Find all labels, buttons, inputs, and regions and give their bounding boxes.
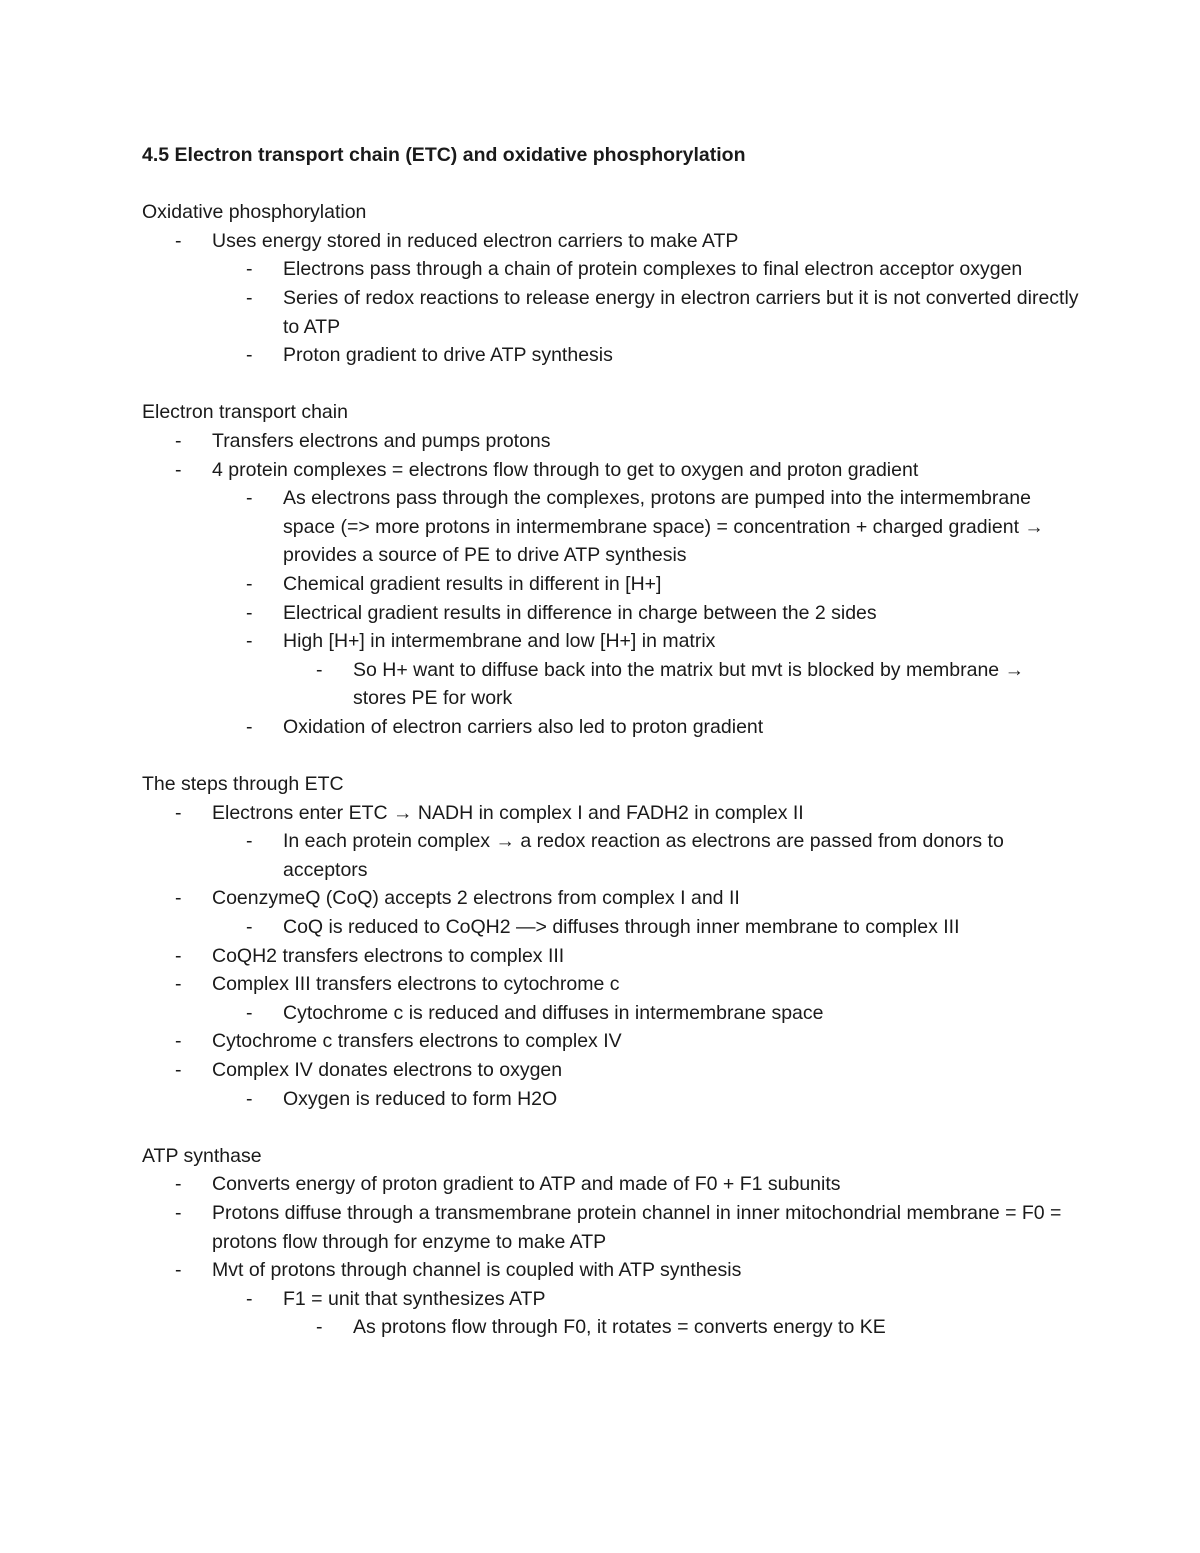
list-item-text: F1 = unit that synthesizes ATP	[283, 1287, 546, 1310]
list-item	[142, 427, 1082, 456]
bullet-dash-icon: -	[246, 487, 253, 510]
list-item-text: Complex III transfers electrons to cytochrome c	[212, 973, 620, 996]
bullet-dash-icon: -	[175, 1173, 182, 1196]
list-item-text: Series of redox reactions to release energy in electron carriers but it is not converted directly to ATP	[283, 286, 1079, 338]
section-heading: ATP synthase	[142, 1144, 262, 1167]
bullet-dash-icon: -	[175, 944, 182, 967]
bullet-dash-icon: -	[175, 1030, 182, 1053]
bullet-dash-icon: -	[175, 458, 182, 481]
bullet-dash-icon: -	[175, 801, 182, 824]
list-item-text: Electrical gradient results in difference in charge between the 2 sides	[283, 601, 877, 624]
list-item-text: Protons diffuse through a transmembrane protein channel in inner mitochondrial membrane = F0 = protons flow through for enzyme to make ATP	[212, 1201, 1062, 1253]
bullet-list	[142, 799, 1082, 1114]
bullet-dash-icon: -	[246, 286, 253, 309]
bullet-dash-icon: -	[175, 1259, 182, 1282]
list-item	[142, 1256, 1082, 1285]
bullet-dash-icon: -	[316, 658, 323, 681]
list-item-text: Chemical gradient results in different in [H+]	[283, 572, 662, 595]
bullet-dash-icon: -	[246, 715, 253, 738]
document-body	[142, 198, 1082, 1342]
section	[142, 198, 1082, 370]
list-item	[142, 627, 1082, 656]
list-item-text: CoenzymeQ (CoQ) accepts 2 electrons from complex I and II	[212, 887, 740, 910]
list-item	[142, 1027, 1082, 1056]
list-item-text: In each protein complex → a redox reaction as electrons are passed from donors to acceptors	[283, 830, 1004, 881]
list-item-text: Electrons enter ETC → NADH in complex I and FADH2 in complex II	[212, 801, 804, 824]
section-heading: Electron transport chain	[142, 401, 348, 424]
list-item-text: CoQH2 transfers electrons to complex III	[212, 944, 565, 967]
bullet-dash-icon: -	[246, 630, 253, 653]
bullet-dash-icon: -	[175, 1201, 182, 1224]
list-item-text: Oxygen is reduced to form H2O	[283, 1087, 558, 1110]
bullet-dash-icon: -	[175, 887, 182, 910]
bullet-dash-icon: -	[175, 1059, 182, 1081]
list-item-text: Mvt of protons through channel is coupled with ATP synthesis	[212, 1259, 742, 1282]
document-page	[142, 141, 1082, 1342]
bullet-dash-icon: -	[175, 429, 182, 452]
bullet-dash-icon: -	[175, 973, 182, 996]
list-item	[142, 1056, 1082, 1085]
bullet-dash-icon: -	[246, 830, 253, 853]
bullet-dash-icon: -	[246, 601, 253, 624]
list-item	[142, 942, 1082, 971]
document-title: 4.5 Electron transport chain (ETC) and oxidative phosphorylation	[142, 144, 746, 166]
list-item-text: High [H+] in intermembrane and low [H+] in matrix	[283, 630, 716, 653]
list-item-text: Transfers electrons and pumps protons	[212, 429, 551, 452]
list-item	[142, 255, 1082, 284]
list-item	[142, 341, 1082, 370]
list-item	[142, 799, 1082, 828]
list-item	[142, 999, 1082, 1028]
list-item	[142, 713, 1082, 742]
list-item-text: 4 protein complexes = electrons flow through to get to oxygen and proton gradient	[212, 458, 919, 481]
bullet-list	[142, 227, 1082, 370]
bullet-dash-icon: -	[246, 916, 253, 939]
list-item	[142, 1199, 1082, 1256]
section-heading: Oxidative phosphorylation	[142, 201, 367, 224]
list-item-text: As protons flow through F0, it rotates = converts energy to KE	[353, 1316, 886, 1339]
list-item	[142, 227, 1082, 256]
section	[142, 770, 1082, 1113]
list-item	[142, 484, 1082, 570]
list-item	[142, 1313, 1082, 1342]
list-item	[142, 570, 1082, 599]
list-item-text: Proton gradient to drive ATP synthesis	[283, 344, 613, 367]
list-item	[142, 827, 1082, 884]
bullet-dash-icon: -	[246, 1001, 253, 1024]
list-item	[142, 1285, 1082, 1314]
list-item-text: Uses energy stored in reduced electron carriers to make ATP	[212, 229, 739, 252]
list-item	[142, 1085, 1082, 1114]
bullet-dash-icon: -	[246, 572, 253, 595]
list-item	[142, 456, 1082, 485]
list-item	[142, 884, 1082, 913]
bullet-dash-icon: -	[175, 229, 182, 252]
bullet-dash-icon: -	[246, 258, 253, 281]
bullet-dash-icon: -	[246, 1087, 253, 1110]
list-item	[142, 599, 1082, 628]
section	[142, 398, 1082, 741]
section-heading: The steps through ETC	[142, 773, 344, 796]
list-item-text: Oxidation of electron carriers also led to proton gradient	[283, 715, 764, 738]
list-item	[142, 656, 1082, 713]
list-item-text: So H+ want to diffuse back into the matrix but mvt is blocked by membrane → stores PE for work	[353, 658, 1025, 710]
list-item-text: Complex IV donates electrons to oxygen	[212, 1059, 563, 1081]
list-item-text: CoQ is reduced to CoQH2 —> diffuses through inner membrane to complex III	[283, 916, 960, 939]
section	[142, 1142, 1082, 1342]
list-item-text: As electrons pass through the complexes, protons are pumped into the intermembrane space (=> more protons in intermembrane space) = concentration + charged gradient → provides a source of PE to drive ATP synthesis	[283, 487, 1044, 567]
list-item	[142, 284, 1082, 341]
bullet-dash-icon: -	[316, 1316, 323, 1339]
bullet-dash-icon: -	[246, 344, 253, 367]
list-item	[142, 1170, 1082, 1199]
list-item-text: Electrons pass through a chain of protein complexes to final electron acceptor oxygen	[283, 258, 1023, 281]
bullet-dash-icon: -	[246, 1287, 253, 1310]
list-item	[142, 913, 1082, 942]
bullet-list	[142, 1170, 1082, 1342]
list-item-text: Converts energy of proton gradient to ATP and made of F0 + F1 subunits	[212, 1173, 841, 1196]
list-item-text: Cytochrome c transfers electrons to complex IV	[212, 1030, 622, 1053]
list-item-text: Cytochrome c is reduced and diffuses in intermembrane space	[283, 1001, 824, 1024]
bullet-list	[142, 427, 1082, 742]
list-item	[142, 970, 1082, 999]
